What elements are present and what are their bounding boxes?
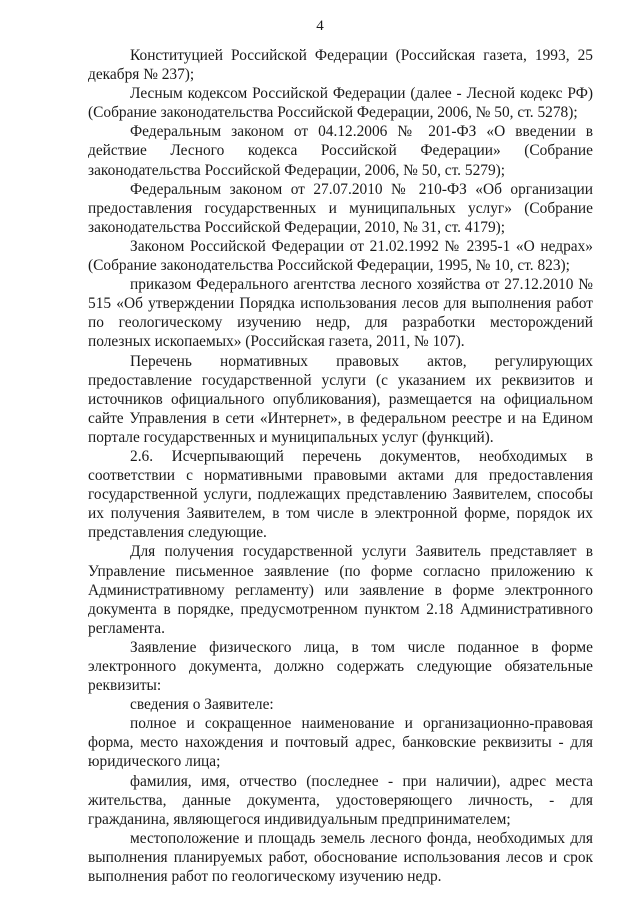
- paragraph: 2.6. Исчерпывающий перечень документов, необходимых в соответствии с нормативными правовыми актами для предоставления государственной услуги, подлежащих представлению Заявителем, способы их получения Заявителем, в том числе в электронной форме, порядок их представления следующие.: [88, 447, 593, 542]
- paragraph: Законом Российской Федерации от 21.02.1992 № 2395-1 «О недрах» (Собрание законодательства Российской Федерации, 1995, № 10, ст. 823);: [88, 237, 593, 275]
- paragraph: Лесным кодексом Российской Федерации (далее - Лесной кодекс РФ) (Собрание законодательства Российской Федерации, 2006, № 50, ст. 5278);: [88, 85, 593, 122]
- paragraph: местоположение и площадь земель лесного фонда, необходимых для выполнения планируемых работ, обоснование использования лесов и срок выполнения работ по геологическому изучению недр.: [88, 829, 593, 886]
- paragraph: Конституцией Российской Федерации (Российская газета, 1993, 25 декабря № 237);: [88, 47, 593, 84]
- paragraph: полное и сокращенное наименование и организационно-правовая форма, место нахождения и почтовый адрес, банковские реквизиты - для юридического лица;: [88, 715, 593, 771]
- document-body: [88, 46, 593, 886]
- paragraph: сведения о Заявителе:: [130, 696, 274, 714]
- paragraph: Федеральным законом от 27.07.2010 № 210-ФЗ «Об организации предоставления государственных и муниципальных услуг» (Собрание законодательства Российской Федерации, 2010, № 31, ст. 4179);: [88, 180, 593, 236]
- paragraph: Для получения государственной услуги Заявитель представляет в Управление письменное заявление (по форме согласно приложению к Административному регламенту) или заявление в форме электронного документа в порядке, предусмотренном пунктом 2.18 Административного регламента.: [88, 543, 593, 637]
- page-number: 4: [316, 18, 324, 34]
- paragraph: Федеральным законом от 04.12.2006 № 201-ФЗ «О введении в действие Лесного кодекса Российской Федерации» (Собрание законодательства Российской Федерации, 2006, № 50, ст. 5279);: [88, 123, 593, 179]
- paragraph: приказом Федерального агентства лесного хозяйства от 27.12.2010 № 515 «Об утверждении Порядка использования лесов для выполнения работ по геологическому изучению недр, для разработки месторождений полезных ископаемых» (Российская газета, 2011, № 107).: [88, 276, 593, 351]
- paragraph: Перечень нормативных правовых актов, регулирующих предоставление государственной услуги (с указанием их реквизитов и источников официального опубликования), размещается на официальном сайте Управления в сети «Интернет», в федеральном реестре и на Едином портале государственных и муниципальных услуг (функций).: [88, 352, 593, 446]
- paragraph: фамилия, имя, отчество (последнее - при наличии), адрес места жительства, данные документа, удостоверяющего личность, - для гражданина, являющегося индивидуальным предпринимателем;: [88, 772, 593, 828]
- paragraph: Заявление физического лица, в том числе поданное в форме электронного документа, должно содержать следующие обязательные реквизиты:: [88, 638, 593, 695]
